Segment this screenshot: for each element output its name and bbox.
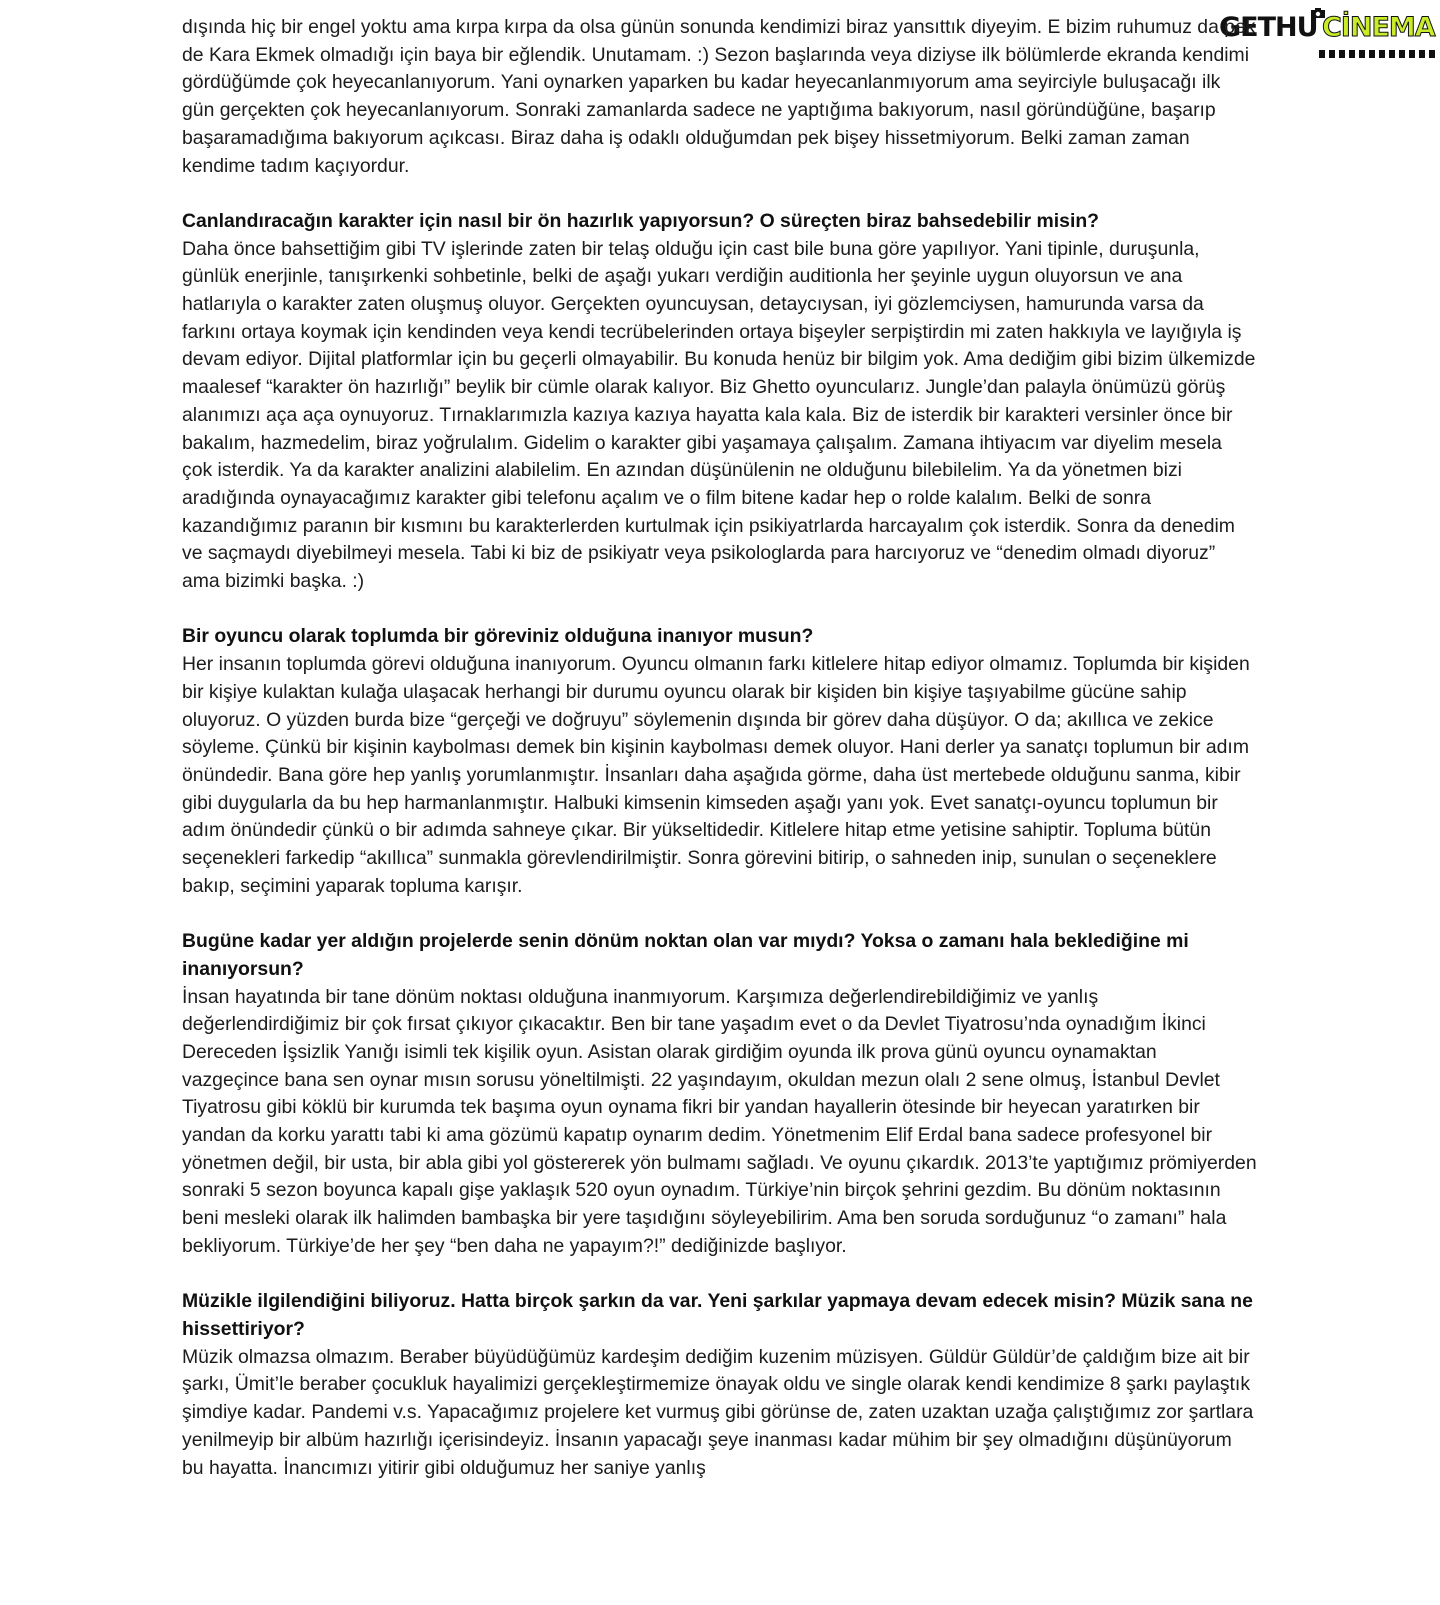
qa-block: [182, 1288, 1257, 1482]
film-strip-decoration: [1319, 50, 1437, 58]
logo-text-cinema: CİNEMA: [1322, 12, 1435, 43]
question-heading: Canlandıracağın karakter için nasıl bir ön hazırlık yapıyorsun? O süreçten biraz bahsedebilir misin?: [182, 209, 1100, 232]
qa-block: [182, 623, 1257, 900]
qa-block: [182, 208, 1257, 596]
question-heading: Müzikle ilgilendiğini biliyoruz. Hatta birçok şarkın da var. Yeni şarkılar yapmaya devam edecek misin? Müzik sana ne hissettiriyor?: [182, 1290, 1253, 1340]
question-heading: Bugüne kadar yer aldığın projelerde senin dönüm noktan olan var mıydı? Yoksa o zamanı hala beklediğine mi inanıyorsun?: [182, 930, 1189, 980]
logo-text-gethu: GETHU: [1219, 12, 1318, 43]
answer-paragraph: Müzik olmazsa olmazım. Beraber büyüdüğümüz kardeşim dediğim kuzenim müzisyen. Güldür Güldür’de çaldığım bize ait bir şarkı, Ümit’le beraber çocukluk hayalimizi gerçekleştirmemize önayak oldu ve single olarak kendi kendimize 8 şarkı paylaştık şimdiye kadar. Pandemi v.s. Yapacağımız projelere ket vurmuş gibi görünse de, zaten uzaktan uzağa çalıştığımız zor şartlara yenilmeyip bir albüm hazırlığı içerisindeyiz. İnsanın yapacağı şeye inanması kadar mühim bir şey olmadığını düşünüyorum bu hayatta. İnancımızı yitirir gibi olduğumuz her saniye yanlış: [182, 1345, 1254, 1479]
intro-paragraph: dışında hiç bir engel yoktu ama kırpa kırpa da olsa günün sonunda kendimizi biraz yansıttık diyeyim. E bizim ruhumuz da pek de Kara Ekmek olmadığı için baya bir eğlendik. Unutamam. :) Sezon başlarında veya diziyse ilk bölümlerde ekranda kendimi gördüğümde çok heyecanlanıyorum. Yani oynarken yaparken bu kadar heyecanlanmıyorum ama seyirciyle buluşacağı ilk gün gerçekten çok heyecanlanıyorum. Sonraki zamanlarda sadece ne yaptığıma bakıyorum, nasıl göründüğüne, başarıp başaramadığıma bakıyorum açıkcası. Biraz daha iş odaklı olduğumdan pek bişey hissetmiyorum. Belki zaman zaman kendime tadım kaçıyordur.: [182, 16, 1256, 177]
article-body: [182, 14, 1257, 1510]
qa-block: [182, 928, 1257, 1260]
question-heading: Bir oyuncu olarak toplumda bir göreviniz olduğuna inanıyor musun?: [182, 625, 814, 648]
answer-paragraph: Daha önce bahsettiğim gibi TV işlerinde zaten bir telaş olduğu için cast bile buna göre yapılıyor. Yani tipinle, duruşunla, günlük enerjinle, tanışırkenki sohbetinle, belki de aşağı yukarı verdiğin auditionla her şeyinle uygun oluyorsun ve ana hatlarıyla o karakter zaten oluşmuş oluyor. Gerçekten oyuncuysan, detaycıysan, iyi gözlemciysen, hamurunda varsa da farkını ortaya koymak için kendinden veya kendi tecrübelerinden ortaya bişeyler serpiştirdin mi zaten hakkıyla ve layığıyla iş devam ediyor. Dijital platformlar için bu geçerli olmayabilir. Bu konuda henüz bir bilgim yok. Ama dediğim gibi bizim ülkemizde maalesef “karakter ön hazırlığı” beylik bir cümle olarak kalıyor. Biz Ghetto oyuncularız. Jungle’dan palayla önümüzü görüş alanımızı aça aça oynuyoruz. Tırnaklarımızla kazıya kazıya hayatta kala kala. Biz de isterdik bir karakteri versinler önce bir bakalım, hazmedelim, biraz yoğrulalım. Gidelim o karakter gibi yaşamaya çalışalım. Zamana ihtiyacım var diyelim mesela çok isterdik. Ya da karakter analizini alabilelim. En azından düşünülenin ne olduğunu bilebilelim. Ya da yönetmen bizi aradığında oynayacağımız karakter gibi telefonu açalım ve o film bitene kadar hep o rolde kalalım. Belki de sonra kazandığımız paranın bir kısmını bu karakterlerden kurtulmak için psikiyatrlarda harcayalım çok isterdik. Sonra da denedim ve saçmaydı diyebilmeyi mesela. Tabi ki biz de psikiyatr veya psikologlarda para harcıyoruz ve “denedim olmadı diyoruz” ama bizimki başka. :): [182, 237, 1256, 593]
answer-paragraph: İnsan hayatında bir tane dönüm noktası olduğuna inanmıyorum. Karşımıza değerlendirebildiğimiz ve yanlış değerlendirdiğimiz bir çok fırsat çıkıyor çıkacaktır. Ben bir tane yaşadım evet o da Devlet Tiyatrosu’nda oynadığım İkinci Dereceden İşsizlik Yanığı isimli tek kişilik oyun. Asistan olarak girdiğim oyunda ilk prova günü oyuncu oynamaktan vazgeçince bana sen oynar mısın sorusu yöneltilmişti. 22 yaşındayım, okuldan mezun olalı 2 sene olmuş, İstanbul Devlet Tiyatrosu gibi köklü bir kurumda tek başıma oyun oynama fikri bir yandan hayallerin ötesinde bir heyecan yaratırken bir yandan da korku yarattı tabi ki ama gözümü kapatıp oynarım dedim. Yönetmenim Elif Erdal bana sadece profesyonel bir yönetmen değil, bir usta, bir abla gibi yol göstererek yön bulmamı sağladı. Ve oyunu çıkardık. 2013’te yaptığımız prömiyerden sonraki 5 sezon boyunca kapalı gişe yaklaşık 520 oyun oynadım. Türkiye’nin birçok şehrini gezdim. Bu dönüm noktasının beni mesleki olarak ilk halimden bambaşka bir yere taşıdığını söyleyebilirim. Ama ben soruda sorduğunuz “o zamanı” hala bekliyorum. Türkiye’de her şey “ben daha ne yapayım?!” dediğinizde başlıyor.: [182, 985, 1257, 1257]
answer-paragraph: Her insanın toplumda görevi olduğuna inanıyorum. Oyuncu olmanın farkı kitlelere hitap ediyor olmamız. Toplumda bir kişiden bir kişiye kulaktan kulağa ulaşacak herhangi bir durumu oyuncu olarak bir kişiden bin kişiye taşıyabilme gücüne sahip oluyoruz. O yüzden burda bize “gerçeği ve doğruyu” söylemenin dışında bir görev daha düşüyor. O da; akıllıca ve zekice söyleme. Çünkü bir kişinin kaybolması demek bin kişinin kaybolması demek oluyor. Hani derler ya sanatçı toplumun bir adım önündedir. Bana göre hep yanlış yorumlanmıştır. İnsanları daha aşağıda görme, daha üst mertebede olduğunu sanma, kibir gibi duygularla da bu hep harmanlanmıştır. Halbuki kimsenin kimseden aşağı yanı yok. Evet sanatçı-oyuncu toplumun bir adım önündedir çünkü o bir adımda sahneye çıkar. Bir yükseltidedir. Kitlelere hitap etme yetisine sahiptir. Topluma bütün seçenekleri farkedip “akıllıca” sunmakla görevlendirilmiştir. Sonra görevini bitirip, o sahneden inip, sunulan o seçeneklere bakıp, seçimini yaparak topluma karışır.: [182, 653, 1250, 897]
